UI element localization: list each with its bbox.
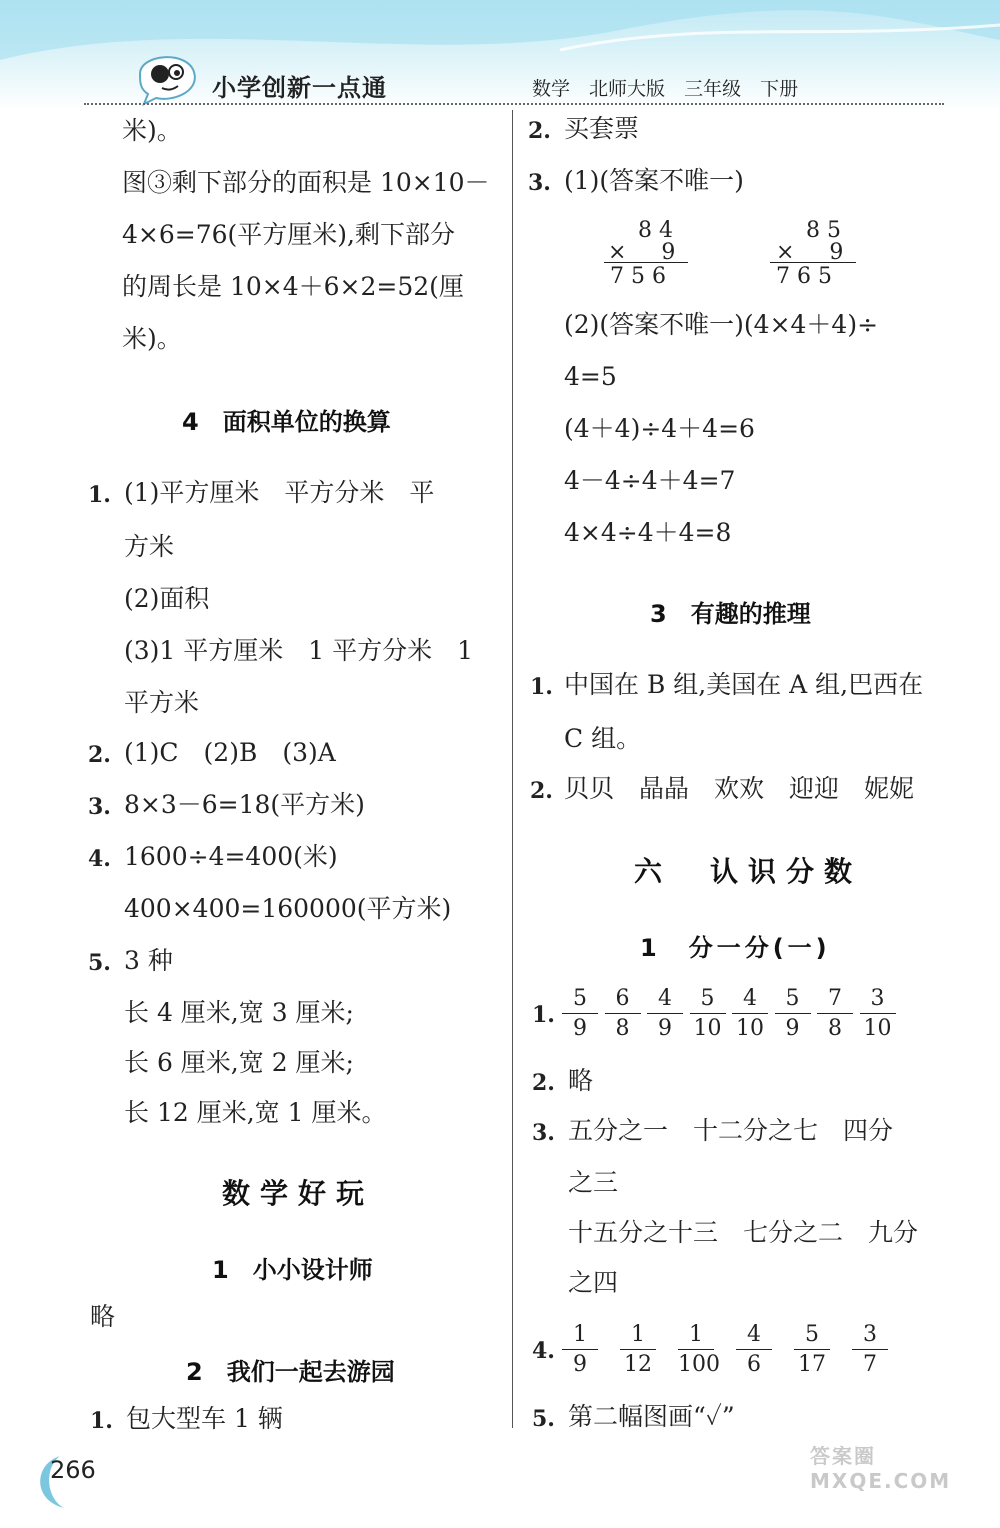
answer-text: 之三 (568, 1168, 619, 1197)
denominator: 10 (693, 1016, 722, 1041)
answer-text: 之四 (568, 1268, 619, 1297)
denominator: 100 (678, 1352, 720, 1377)
answer-text: 五分之一 十二分之七 四分 (568, 1116, 894, 1145)
numerator: 1 (562, 1324, 598, 1350)
unit-heading-fractions: 六 认识分数 (634, 855, 863, 888)
section-heading-area-units: 4 面积单位的换算 (182, 408, 391, 436)
answer-text: 长 6 厘米,宽 2 厘米; (124, 1048, 354, 1077)
page-number: 266 (50, 1456, 96, 1484)
fraction (647, 988, 683, 1040)
answer-text: (1)(答案不唯一) (564, 166, 744, 195)
answer-text: 买套票 (564, 114, 640, 143)
answer-text: 8×3－6=18(平方米) (124, 790, 365, 819)
grade-label: 三年级 (684, 78, 742, 100)
answer-text: 平方米 (124, 688, 200, 717)
unit-heading-math-fun: 数学好玩 (222, 1177, 375, 1210)
denominator: 12 (624, 1352, 652, 1377)
denominator: 9 (658, 1016, 672, 1041)
numerator: 3 (852, 1324, 888, 1350)
answer-text: (3)1 平方厘米 1 平方分米 1 (124, 636, 474, 665)
answer-text: (1)平方厘米 平方分米 平 (124, 478, 435, 507)
multiplicand: 8 4 (638, 218, 673, 243)
answer-text: 4－4÷4＋4=7 (564, 466, 736, 495)
answer-text: 中国在 B 组,美国在 A 组,巴西在 (564, 670, 924, 699)
section-heading-reasoning: 3 有趣的推理 (650, 600, 811, 628)
fraction (817, 988, 853, 1040)
answer-text: 第二幅图画“✓” (568, 1402, 735, 1431)
numerator: 4 (732, 988, 768, 1014)
denominator: 9 (785, 1016, 800, 1041)
answer-text: 4=5 (564, 362, 617, 391)
question-number: 1. (532, 1002, 555, 1028)
fraction (620, 1324, 656, 1376)
question-number: 3. (532, 1120, 555, 1146)
left-line-1: 米)。 (122, 116, 182, 145)
answer-text: 4×4÷4＋4=8 (564, 518, 732, 547)
column-divider (512, 110, 513, 1428)
watermark: 答案圈 MXQE.COM (810, 1444, 952, 1493)
answer-text: 400×400=160000(平方米) (124, 894, 452, 923)
fraction (605, 988, 641, 1040)
multiplier: × 9 (608, 240, 690, 265)
fraction (736, 1324, 772, 1376)
numerator: 1 (620, 1324, 656, 1350)
question-number: 5. (88, 950, 111, 976)
question-number: 3. (528, 170, 551, 196)
answer-text: 3 种 (124, 946, 173, 975)
question-number: 3. (88, 794, 111, 820)
fraction (860, 988, 896, 1040)
numerator: 5 (690, 988, 726, 1014)
mascot-icon (132, 44, 202, 106)
fraction (678, 1322, 720, 1377)
answer-text: 长 4 厘米,宽 3 厘米; (124, 998, 354, 1027)
denominator: 9 (573, 1016, 587, 1041)
edition-label: 北师大版 (589, 78, 666, 100)
fraction (775, 988, 811, 1040)
section-heading-divide: 1 分一分(一) (640, 934, 831, 962)
numerator: 3 (860, 988, 896, 1014)
answer-text: 十五分之十三 七分之二 九分 (568, 1218, 919, 1247)
answer-text: 长 12 厘米,宽 1 厘米。 (124, 1098, 387, 1127)
denominator: 6 (747, 1352, 761, 1377)
denominator: 8 (615, 1016, 630, 1041)
question-number: 1. (88, 482, 111, 508)
answer-text: 略 (90, 1302, 116, 1331)
numerator: 5 (775, 988, 811, 1014)
answer-text: C 组。 (564, 724, 642, 753)
denominator: 8 (828, 1016, 842, 1041)
question-number: 1. (90, 1408, 113, 1434)
left-line-4: 的周长是 10×4＋6×2=52(厘 (122, 272, 464, 301)
denominator: 10 (736, 1016, 764, 1041)
product: 7 5 6 (610, 264, 666, 289)
numerator: 7 (817, 988, 853, 1014)
numerator: 4 (647, 988, 683, 1014)
numerator: 1 (678, 1324, 714, 1350)
question-number: 2. (88, 742, 111, 768)
answer-text: 略 (568, 1066, 594, 1095)
fraction (562, 988, 598, 1040)
question-number: 5. (532, 1406, 555, 1432)
book-title: 小学创新一点通 (212, 74, 387, 102)
answer-text: 贝贝 晶晶 欢欢 迎迎 妮妮 (564, 774, 915, 803)
answer-text: (1)C (2)B (3)A (124, 738, 336, 767)
question-number: 2. (532, 1070, 555, 1096)
question-number: 2. (528, 118, 551, 144)
answer-text: 1600÷4=400(米) (124, 842, 338, 871)
question-number: 4. (88, 846, 111, 872)
numerator: 6 (605, 988, 641, 1014)
denominator: 17 (798, 1352, 826, 1377)
fraction (852, 1324, 888, 1376)
denominator: 7 (863, 1352, 877, 1377)
fraction (562, 1324, 598, 1376)
subject-label: 数学 (532, 78, 571, 100)
multiplicand: 8 5 (806, 218, 841, 243)
numerator: 5 (794, 1324, 830, 1350)
fraction (690, 988, 726, 1040)
section-heading-designer: 1 小小设计师 (212, 1256, 373, 1284)
product-rule (604, 262, 688, 263)
left-line-3: 4×6=76(平方厘米),剩下部分 (122, 220, 455, 249)
product-rule (770, 262, 856, 263)
answer-text: 方米 (124, 532, 175, 561)
question-number: 4. (532, 1338, 555, 1364)
left-line-2: 图③剩下部分的面积是 10×10－ (122, 168, 490, 197)
answer-text: 包大型车 1 辆 (126, 1404, 283, 1433)
answer-text: (2)面积 (124, 584, 210, 613)
section-heading-park-trip: 2 我们一起去游园 (186, 1358, 395, 1386)
answer-text: (2)(答案不唯一)(4×4＋4)÷ (564, 310, 879, 339)
fraction (732, 988, 768, 1040)
denominator: 9 (573, 1352, 587, 1377)
numerator: 4 (736, 1324, 772, 1350)
left-line-5: 米)。 (122, 324, 182, 353)
fraction (794, 1324, 830, 1376)
question-number: 2. (530, 778, 553, 804)
product: 7 6 5 (776, 264, 832, 289)
answer-text: (4＋4)÷4＋4=6 (564, 414, 755, 443)
multiplier: × 9 (776, 240, 858, 265)
numerator: 5 (562, 988, 598, 1014)
volume-label: 下册 (760, 78, 799, 100)
book-meta (532, 74, 798, 101)
header-divider (84, 103, 944, 105)
question-number: 1. (530, 674, 553, 700)
denominator: 10 (863, 1016, 892, 1041)
